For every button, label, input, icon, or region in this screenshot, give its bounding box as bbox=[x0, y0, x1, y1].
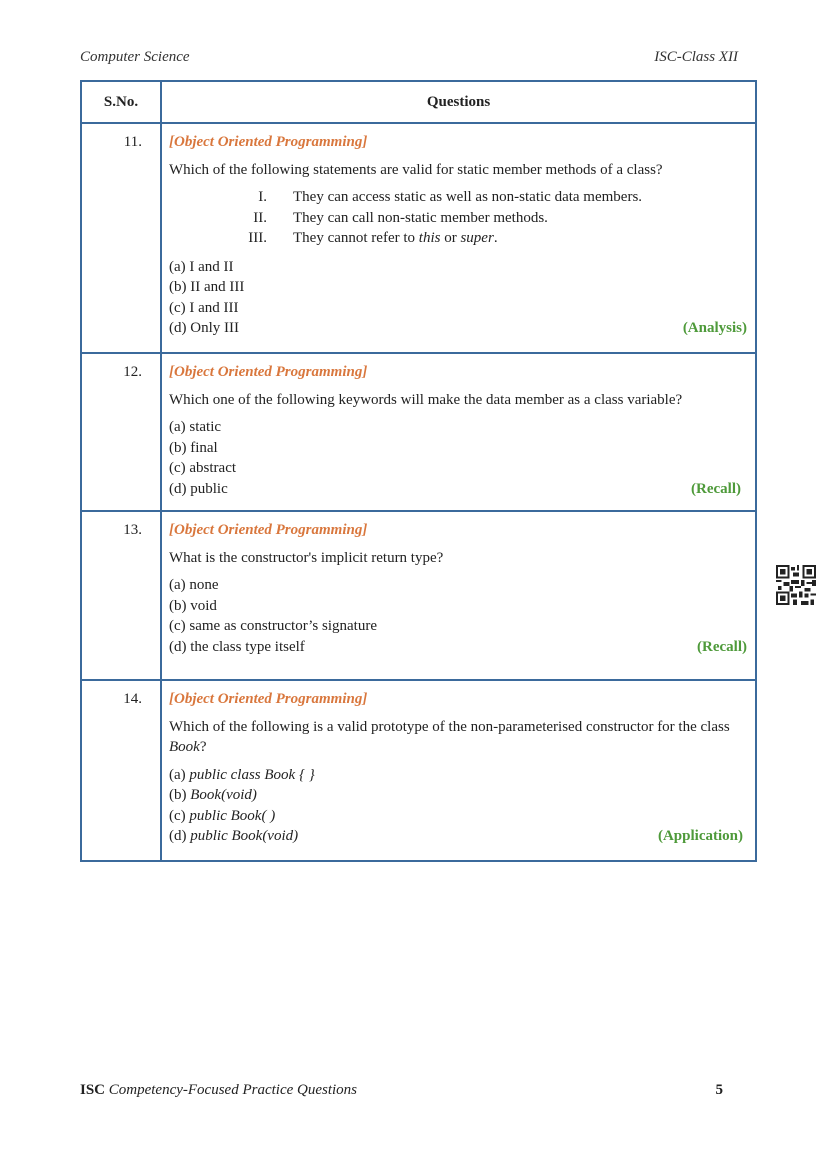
qr-code-icon[interactable] bbox=[776, 565, 816, 605]
question-topic: [Object Oriented Programming] bbox=[169, 364, 368, 380]
question-topic: [Object Oriented Programming] bbox=[169, 134, 368, 150]
questions-table bbox=[80, 80, 757, 862]
table-row bbox=[81, 123, 756, 353]
question-stem: What is the constructor's implicit return type? bbox=[169, 549, 444, 566]
option-item: (a) none bbox=[169, 577, 219, 593]
option-item: (b) Book(void) bbox=[169, 787, 257, 803]
footer-title: ISC Competency-Focused Practice Questions bbox=[80, 1082, 358, 1098]
option-item: (b) II and III bbox=[169, 279, 245, 295]
question-stem: Which of the following is a valid prototype of the non-parameterised constructor for the class Book? bbox=[169, 718, 730, 755]
question-stem: Which one of the following keywords will make the data member as a class variable? bbox=[169, 391, 683, 408]
cognitive-level-badge: (Analysis) bbox=[682, 320, 747, 336]
statement-text: They can call non-static member methods. bbox=[293, 209, 548, 226]
question-number: 11. bbox=[81, 123, 161, 353]
question-topic: [Object Oriented Programming] bbox=[169, 522, 368, 538]
statement-item bbox=[169, 228, 747, 249]
statement-list bbox=[169, 187, 747, 249]
statement-number: I. bbox=[258, 189, 267, 205]
question-cell bbox=[161, 353, 756, 511]
option-item: (c) same as constructor’s signature bbox=[169, 618, 377, 634]
option-item: (d) the class type itself (Recall) bbox=[169, 637, 747, 658]
question-number: 13. bbox=[81, 511, 161, 680]
running-header bbox=[80, 49, 738, 66]
option-item: (d) public Book(void) (Application) bbox=[169, 826, 747, 847]
option-item: (c) public Book( ) bbox=[169, 807, 276, 824]
option-item: (b) final bbox=[169, 439, 218, 456]
statement-number: III. bbox=[248, 230, 267, 246]
table-row bbox=[81, 511, 756, 680]
column-header-sno: S.No. bbox=[81, 81, 161, 123]
cognitive-level-badge: (Recall) bbox=[697, 638, 747, 655]
table-row bbox=[81, 353, 756, 511]
page-footer bbox=[80, 1082, 723, 1099]
subject-title: Computer Science bbox=[80, 49, 190, 65]
page-number: 5 bbox=[715, 1082, 723, 1098]
class-title: ISC-Class XII bbox=[654, 49, 738, 65]
option-item: (c) I and III bbox=[169, 299, 239, 316]
question-cell bbox=[161, 680, 756, 861]
option-item: (a) I and II bbox=[169, 258, 234, 275]
cognitive-level-badge: (Application) bbox=[657, 828, 743, 844]
table-header-row bbox=[81, 81, 756, 123]
question-cell bbox=[161, 511, 756, 680]
question-number: 14. bbox=[81, 680, 161, 861]
option-list bbox=[169, 765, 747, 847]
option-item: (b) void bbox=[169, 597, 217, 614]
column-header-questions: Questions bbox=[161, 81, 756, 123]
question-topic: [Object Oriented Programming] bbox=[169, 691, 368, 707]
option-item: (d) Only III (Analysis) bbox=[169, 318, 747, 339]
statement-item bbox=[169, 187, 747, 208]
question-stem: Which of the following statements are valid for static member methods of a class? bbox=[169, 161, 663, 178]
cognitive-level-badge: (Recall) bbox=[691, 480, 741, 497]
option-item: (a) static bbox=[169, 419, 222, 435]
option-item: (a) public class Book { } bbox=[169, 766, 315, 783]
table-row bbox=[81, 680, 756, 861]
statement-item bbox=[169, 208, 747, 229]
statement-text: They can access static as well as non-static data members. bbox=[293, 189, 643, 205]
option-list bbox=[169, 257, 747, 339]
question-number: 12. bbox=[81, 353, 161, 511]
statement-text: They cannot refer to this or super. bbox=[293, 230, 498, 246]
statement-number: II. bbox=[253, 209, 267, 226]
option-list bbox=[169, 575, 747, 657]
option-item: (c) abstract bbox=[169, 460, 237, 476]
option-item: (d) public (Recall) bbox=[169, 479, 747, 500]
question-cell bbox=[161, 123, 756, 353]
option-list bbox=[169, 417, 747, 499]
